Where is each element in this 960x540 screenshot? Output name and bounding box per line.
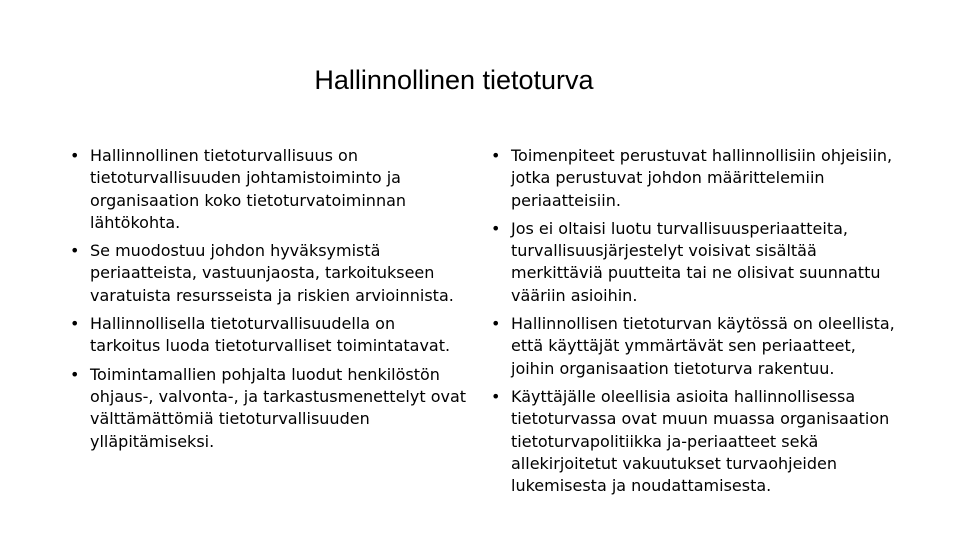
bullet-item [70,145,470,234]
bullet-dot-icon: • [70,146,80,165]
bullet-text: Toimenpiteet perustuvat hallinnollisiin ohjeisiin, jotka perustuvat johdon määrittelemiin periaatteisiin. [511,146,893,210]
bullet-item [491,313,896,380]
bullet-dot-icon: • [70,314,80,334]
bullet-item [70,313,470,358]
right-bullet-list [491,145,896,503]
bullet-item [491,218,896,307]
bullet-item [70,240,470,307]
bullet-text: Se muodostuu johdon hyväksymistä periaatteista, vastuunjaosta, tarkoitukseen varatuista resursseista ja riskien arvioinnista. [90,241,454,305]
bullet-text: Hallinnollisen tietoturvan käytössä on oleellista, että käyttäjät ymmärtävät sen periaatteet, joihin organisaation tietoturva rakentuu. [511,314,895,378]
bullet-item [491,145,896,212]
bullet-text: Hallinnollisella tietoturvallisuudella on tarkoitus luoda tietoturvalliset toimintatavat. [90,314,451,356]
bullet-dot-icon: • [70,364,80,384]
bullet-dot-icon: • [491,314,501,334]
left-bullet-list [70,145,470,459]
bullet-text: Jos ei oltaisi luotu turvallisuusperiaatteita, turvallisuusjärjestelyt voisivat sisältää merkittäviä puutteita tai ne olisivat suunnattu vääriin asioihin. [511,218,881,305]
bullet-text: Toimintamallien pohjalta luodut henkilöstön ohjaus-, valvonta-, ja tarkastusmenettelyt ovat välttämättömiä tietoturvallisuuden ylläpitämiseksi. [90,364,467,451]
slide-title: Hallinnollinen tietoturva [314,65,594,95]
bullet-item [70,364,470,453]
bullet-text: Hallinnollinen tietoturvallisuus on tietoturvallisuuden johtamistoiminto ja organisaation koko tietoturvatoiminnan lähtökohta. [90,146,407,232]
bullet-dot-icon: • [491,218,501,238]
bullet-item [491,386,896,497]
bullet-dot-icon: • [70,241,80,261]
bullet-text: Käyttäjälle oleellisia asioita hallinnollisessa tietoturvassa ovat muun muassa organisaation tietoturvapolitiikka ja-periaatteet sekä allekirjoitetut vakuutukset turvaohjeiden lukemisesta ja noudattamisesta. [511,386,890,496]
bullet-dot-icon: • [491,386,501,406]
bullet-dot-icon: • [491,146,501,165]
